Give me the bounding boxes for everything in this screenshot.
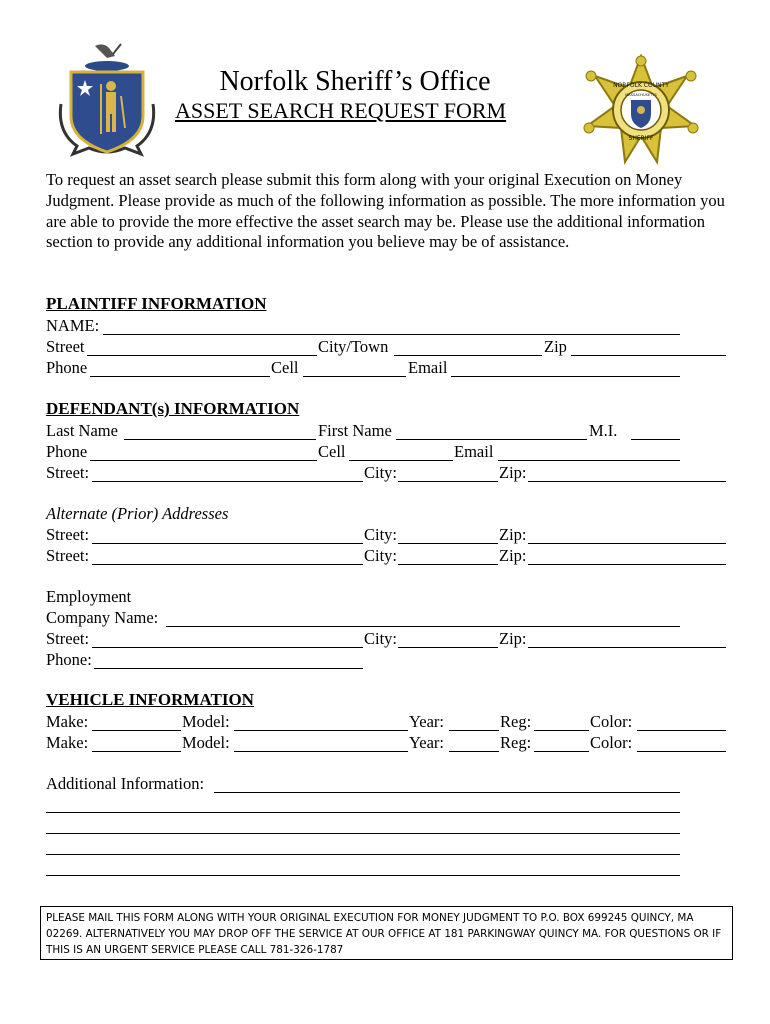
plaintiff-email-field[interactable] xyxy=(451,376,680,377)
vehicle-year-label: Year: xyxy=(409,733,444,752)
page-title: Norfolk Sheriff’s Office xyxy=(219,66,491,97)
defendant-zip-field[interactable] xyxy=(528,481,726,482)
alternate-addresses-heading: Alternate (Prior) Addresses xyxy=(46,504,229,523)
alternate-zip-field-1[interactable] xyxy=(528,543,726,544)
plaintiff-city-label: City/Town xyxy=(318,337,389,356)
defendant-cell-label: Cell xyxy=(318,442,346,461)
additional-info-label: Additional Information: xyxy=(46,774,205,793)
alternate-city-field-2[interactable] xyxy=(398,564,498,565)
form-subtitle: ASSET SEARCH REQUEST FORM xyxy=(175,98,507,123)
additional-info-line-2[interactable] xyxy=(46,812,680,813)
vehicle-reg-field-1[interactable] xyxy=(534,730,589,731)
defendant-cell-field[interactable] xyxy=(349,460,453,461)
additional-info-line-5[interactable] xyxy=(46,875,680,876)
alternate-city-field-1[interactable] xyxy=(398,543,498,544)
badge-text-top: NORFOLK COUNTY xyxy=(613,82,669,89)
additional-info-line-3[interactable] xyxy=(46,833,680,834)
plaintiff-phone-label: Phone xyxy=(46,358,88,377)
plaintiff-email-label: Email xyxy=(408,358,448,377)
defendant-street-label: Street: xyxy=(46,463,90,482)
intro-paragraph: To request an asset search please submit this form along with your original Execution on Money Judgment. Please provide as much of the following information as possible. The more information you are able to provide the more effective the asset search may be. Please use the additional information section to provide any additional information you believe may be of assistance. xyxy=(46,170,725,252)
defendant-phone-field[interactable] xyxy=(90,460,317,461)
badge-text-bottom: SHERIFF xyxy=(628,135,654,142)
plaintiff-street-label: Street xyxy=(46,337,85,356)
plaintiff-name-label: NAME: xyxy=(46,316,100,335)
plaintiff-zip-label: Zip xyxy=(544,337,567,356)
employment-zip-field[interactable] xyxy=(528,647,726,648)
vehicle-heading: VEHICLE INFORMATION xyxy=(46,690,254,709)
employment-phone-field[interactable] xyxy=(94,668,363,669)
massachusetts-seal-icon xyxy=(55,42,159,160)
plaintiff-city-field[interactable] xyxy=(394,355,542,356)
vehicle-model-field-2[interactable] xyxy=(234,751,408,752)
alternate-zip-field-2[interactable] xyxy=(528,564,726,565)
defendant-city-field[interactable] xyxy=(398,481,498,482)
employment-city-field[interactable] xyxy=(398,647,498,648)
alternate-city-label: City: xyxy=(364,525,398,544)
alternate-street-label: Street: xyxy=(46,546,90,565)
vehicle-model-label: Model: xyxy=(182,712,230,731)
vehicle-color-field-2[interactable] xyxy=(637,751,726,752)
vehicle-color-label: Color: xyxy=(590,712,633,731)
employment-street-field[interactable] xyxy=(92,647,363,648)
alternate-street-field-2[interactable] xyxy=(92,564,363,565)
defendant-email-label: Email xyxy=(454,442,494,461)
defendant-street-field[interactable] xyxy=(92,481,363,482)
employment-street-label: Street: xyxy=(46,629,90,648)
vehicle-make-field-2[interactable] xyxy=(92,751,181,752)
plaintiff-name-field[interactable] xyxy=(103,334,680,335)
vehicle-color-label: Color: xyxy=(590,733,633,752)
vehicle-year-label: Year: xyxy=(409,712,444,731)
plaintiff-cell-label: Cell xyxy=(271,358,299,377)
employment-zip-label: Zip: xyxy=(499,629,527,648)
vehicle-reg-label: Reg: xyxy=(500,733,532,752)
alternate-city-label: City: xyxy=(364,546,398,565)
badge-text-ring: MASSACHUSETTS xyxy=(625,93,657,97)
vehicle-year-field-2[interactable] xyxy=(449,751,499,752)
defendant-city-label: City: xyxy=(364,463,398,482)
defendant-heading: DEFENDANT(s) INFORMATION xyxy=(46,399,300,418)
vehicle-reg-field-2[interactable] xyxy=(534,751,589,752)
plaintiff-cell-field[interactable] xyxy=(303,376,406,377)
vehicle-model-label: Model: xyxy=(182,733,230,752)
employment-city-label: City: xyxy=(364,629,398,648)
defendant-phone-label: Phone xyxy=(46,442,88,461)
defendant-first-name-label: First Name xyxy=(318,421,392,440)
plaintiff-street-field[interactable] xyxy=(87,355,317,356)
defendant-last-name-label: Last Name xyxy=(46,421,118,440)
employment-phone-label: Phone: xyxy=(46,650,92,669)
alternate-street-field-1[interactable] xyxy=(92,543,363,544)
vehicle-make-field-1[interactable] xyxy=(92,730,181,731)
defendant-last-name-field[interactable] xyxy=(124,439,316,440)
alternate-street-label: Street: xyxy=(46,525,90,544)
additional-info-line-4[interactable] xyxy=(46,854,680,855)
defendant-zip-label: Zip: xyxy=(499,463,527,482)
alternate-zip-label: Zip: xyxy=(499,525,527,544)
vehicle-reg-label: Reg: xyxy=(500,712,532,731)
defendant-mi-field[interactable] xyxy=(631,439,680,440)
plaintiff-zip-field[interactable] xyxy=(571,355,726,356)
defendant-first-name-field[interactable] xyxy=(396,439,587,440)
defendant-mi-label: M.I. xyxy=(589,421,618,440)
employment-company-field[interactable] xyxy=(166,626,680,627)
vehicle-make-label: Make: xyxy=(46,712,89,731)
vehicle-make-label: Make: xyxy=(46,733,89,752)
vehicle-year-field-1[interactable] xyxy=(449,730,499,731)
defendant-email-field[interactable] xyxy=(498,460,680,461)
additional-info-field[interactable] xyxy=(214,792,680,793)
plaintiff-heading: PLAINTIFF INFORMATION xyxy=(46,294,267,313)
vehicle-color-field-1[interactable] xyxy=(637,730,726,731)
plaintiff-phone-field[interactable] xyxy=(90,376,270,377)
employment-company-label: Company Name: xyxy=(46,608,159,627)
employment-heading: Employment xyxy=(46,587,132,606)
vehicle-model-field-1[interactable] xyxy=(234,730,408,731)
alternate-zip-label: Zip: xyxy=(499,546,527,565)
mailing-notice-box: PLEASE MAIL THIS FORM ALONG WITH YOUR ORIGINAL EXECUTION FOR MONEY JUDGMENT TO P.O. BOX 699245 QUINCY, MA 02269. ALTERNATIVELY YOU MAY DROP OFF THE SERVICE AT OUR OFFICE AT 181 PARKINGWAY QUINCY MA. FOR QUESTIONS OR IF THIS IS AN URGENT SERVICE PLEASE CALL 781-326-1787 xyxy=(40,906,733,960)
